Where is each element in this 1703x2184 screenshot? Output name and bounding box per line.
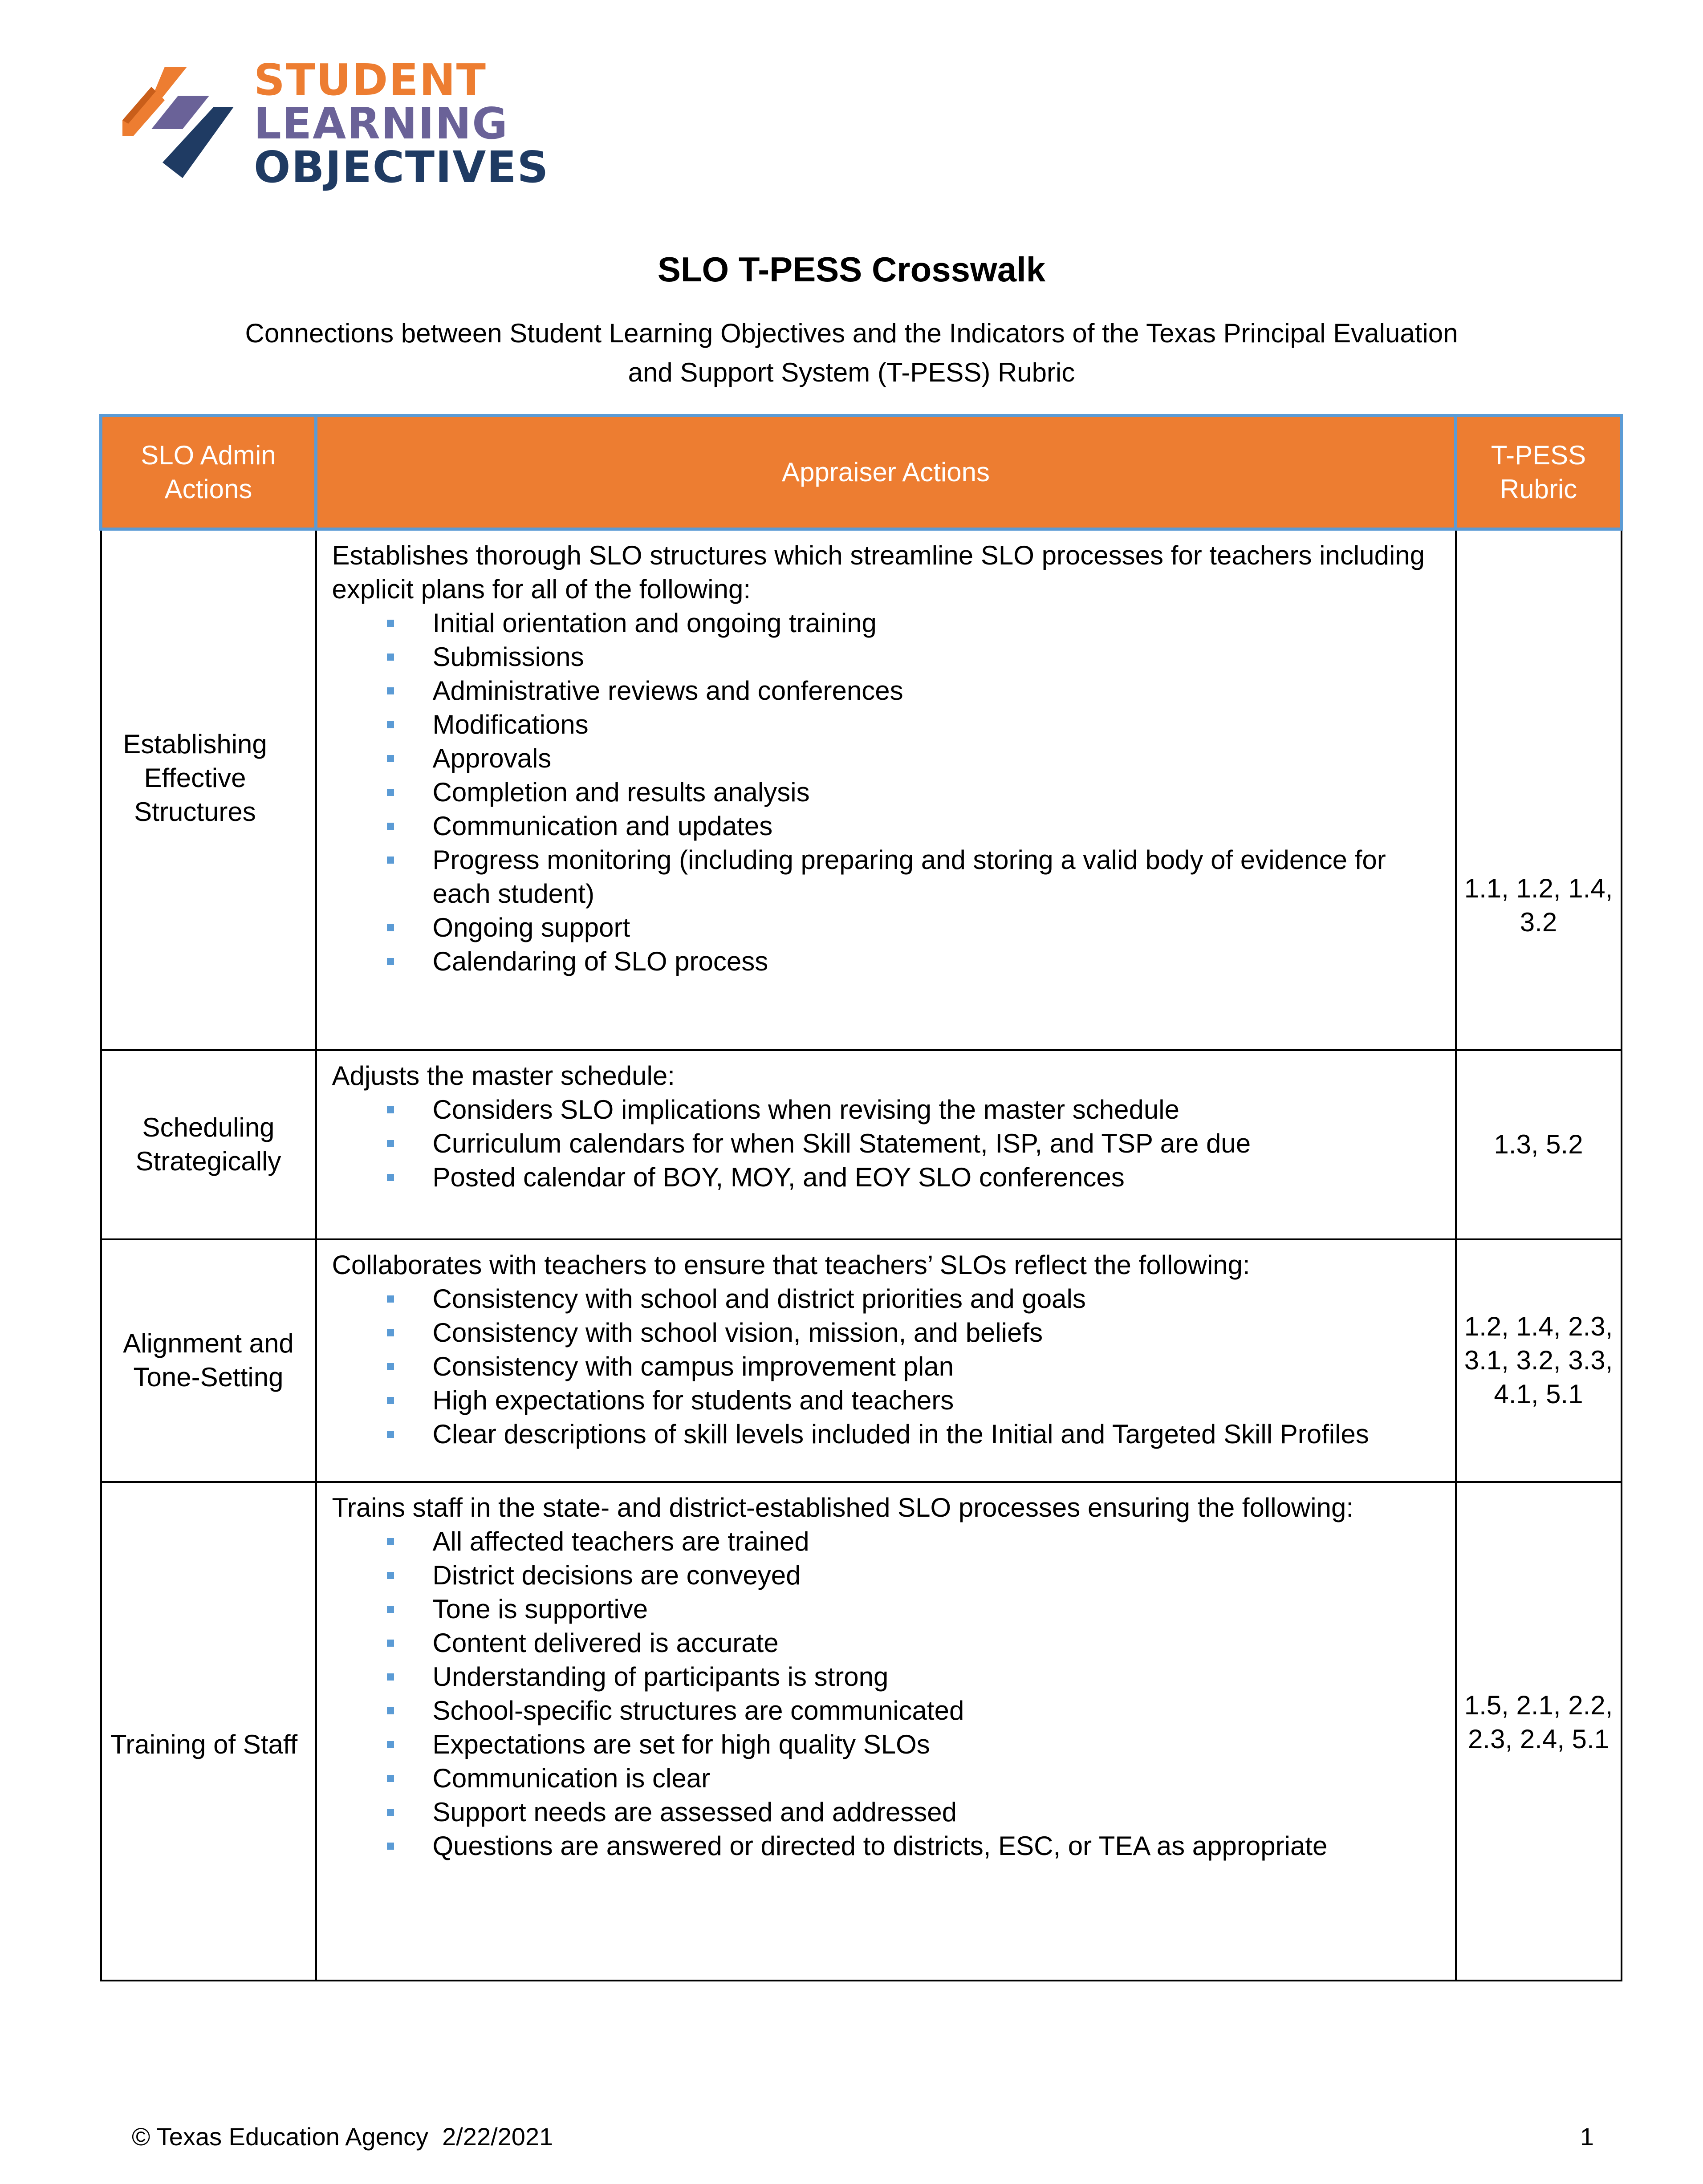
list-item: School-specific structures are communicated	[332, 1694, 1446, 1728]
list-item: Consistency with school and district priorities and goals	[332, 1282, 1446, 1316]
page-number: 1	[1580, 2123, 1594, 2151]
table-row	[101, 529, 1622, 1050]
list-item: Posted calendar of BOY, MOY, and EOY SLO conferences	[332, 1161, 1446, 1194]
list-item: Communication is clear	[332, 1762, 1446, 1795]
action-cell	[101, 1050, 316, 1239]
list-item: High expectations for students and teachers	[332, 1384, 1446, 1417]
rubric-value: 1.3, 5.2	[1494, 1129, 1583, 1159]
actions-intro: Collaborates with teachers to ensure that teachers’ SLOs reflect the following:	[332, 1250, 1250, 1280]
table-row	[101, 1239, 1622, 1482]
logo-line-objectives: OBJECTIVES	[254, 142, 549, 192]
list-item: Consistency with school vision, mission, and beliefs	[332, 1316, 1446, 1350]
appraiser-actions-cell	[316, 1050, 1456, 1239]
list-item: Support needs are assessed and addressed	[332, 1795, 1446, 1829]
table-row	[101, 1482, 1622, 1981]
list-item: Questions are answered or directed to districts, ESC, or TEA as appropriate	[332, 1829, 1446, 1863]
rubric-cell	[1456, 1482, 1622, 1981]
list-item: Ongoing support	[332, 911, 1446, 945]
list-item: Approvals	[332, 742, 1446, 775]
actions-list	[332, 1093, 1446, 1194]
appraiser-actions-cell	[316, 1482, 1456, 1981]
footer-copyright: © Texas Education Agency 2/22/2021	[132, 2123, 553, 2151]
logo-line-student: STUDENT	[254, 55, 487, 105]
header-slo-admin-actions: SLO Admin Actions	[101, 416, 316, 529]
rubric-cell	[1456, 1050, 1622, 1239]
list-item: All affected teachers are trained	[332, 1525, 1446, 1559]
action-cell	[101, 1482, 316, 1981]
list-item: Expectations are set for high quality SLOs	[332, 1728, 1446, 1762]
list-item: Calendaring of SLO process	[332, 945, 1446, 978]
list-item: Curriculum calendars for when Skill Statement, ISP, and TSP are due	[332, 1127, 1446, 1161]
action-label: Alignment and Tone-Setting	[123, 1328, 294, 1392]
rubric-cell	[1456, 1239, 1622, 1482]
appraiser-actions-cell	[316, 529, 1456, 1050]
list-item: Modifications	[332, 708, 1446, 742]
actions-list	[332, 1525, 1446, 1863]
list-item: District decisions are conveyed	[332, 1559, 1446, 1592]
page-subtitle	[134, 314, 1569, 392]
rubric-value: 1.5, 2.1, 2.2, 2.3, 2.4, 5.1	[1464, 1690, 1613, 1754]
crosswalk-table	[99, 414, 1623, 1981]
actions-intro: Trains staff in the state- and district-established SLO processes ensuring the following:	[332, 1492, 1354, 1522]
actions-list	[332, 606, 1446, 978]
list-item: Completion and results analysis	[332, 775, 1446, 809]
action-cell	[101, 529, 316, 1050]
list-item: Consistency with campus improvement plan	[332, 1350, 1446, 1384]
table-row	[101, 1050, 1622, 1239]
page-title: SLO T-PESS Crosswalk	[657, 250, 1046, 289]
header-tpess-rubric: T-PESS Rubric	[1456, 416, 1622, 529]
rubric-value: 1.2, 1.4, 2.3, 3.1, 3.2, 3.3, 4.1, 5.1	[1464, 1311, 1613, 1409]
action-label: Establishing Effective Structures	[123, 729, 267, 827]
action-cell	[101, 1239, 316, 1482]
list-item: Clear descriptions of skill levels included in the Initial and Targeted Skill Profiles	[332, 1417, 1446, 1451]
list-item: Communication and updates	[332, 809, 1446, 843]
action-label: Scheduling Strategically	[135, 1112, 281, 1176]
list-item: Understanding of participants is strong	[332, 1660, 1446, 1694]
rubric-value: 1.1, 1.2, 1.4, 3.2	[1464, 873, 1613, 938]
header-appraiser-actions: Appraiser Actions	[316, 416, 1456, 529]
subtitle-line-2: and Support System (T-PESS) Rubric	[628, 357, 1075, 387]
appraiser-actions-cell	[316, 1239, 1456, 1482]
logo-line-learning: LEARNING	[254, 98, 508, 149]
list-item: Administrative reviews and conferences	[332, 674, 1446, 708]
subtitle-line-1: Connections between Student Learning Objectives and the Indicators of the Texas Principal Evaluation	[245, 318, 1458, 348]
actions-list	[332, 1282, 1446, 1451]
actions-intro: Adjusts the master schedule:	[332, 1060, 675, 1091]
list-item: Content delivered is accurate	[332, 1626, 1446, 1660]
list-item: Tone is supportive	[332, 1592, 1446, 1626]
logo	[120, 55, 549, 192]
actions-intro: Establishes thorough SLO structures which streamline SLO processes for teachers including explicit plans for all of the following:	[332, 540, 1425, 604]
table-header-row	[101, 416, 1622, 529]
list-item: Considers SLO implications when revising the master schedule	[332, 1093, 1446, 1127]
slo-logo-icon	[120, 58, 249, 191]
list-item: Initial orientation and ongoing training	[332, 606, 1446, 640]
list-item: Progress monitoring (including preparing and storing a valid body of evidence for each student)	[332, 843, 1446, 911]
list-item: Submissions	[332, 640, 1446, 674]
action-label: Training of Staff	[110, 1729, 298, 1759]
rubric-cell	[1456, 529, 1622, 1050]
